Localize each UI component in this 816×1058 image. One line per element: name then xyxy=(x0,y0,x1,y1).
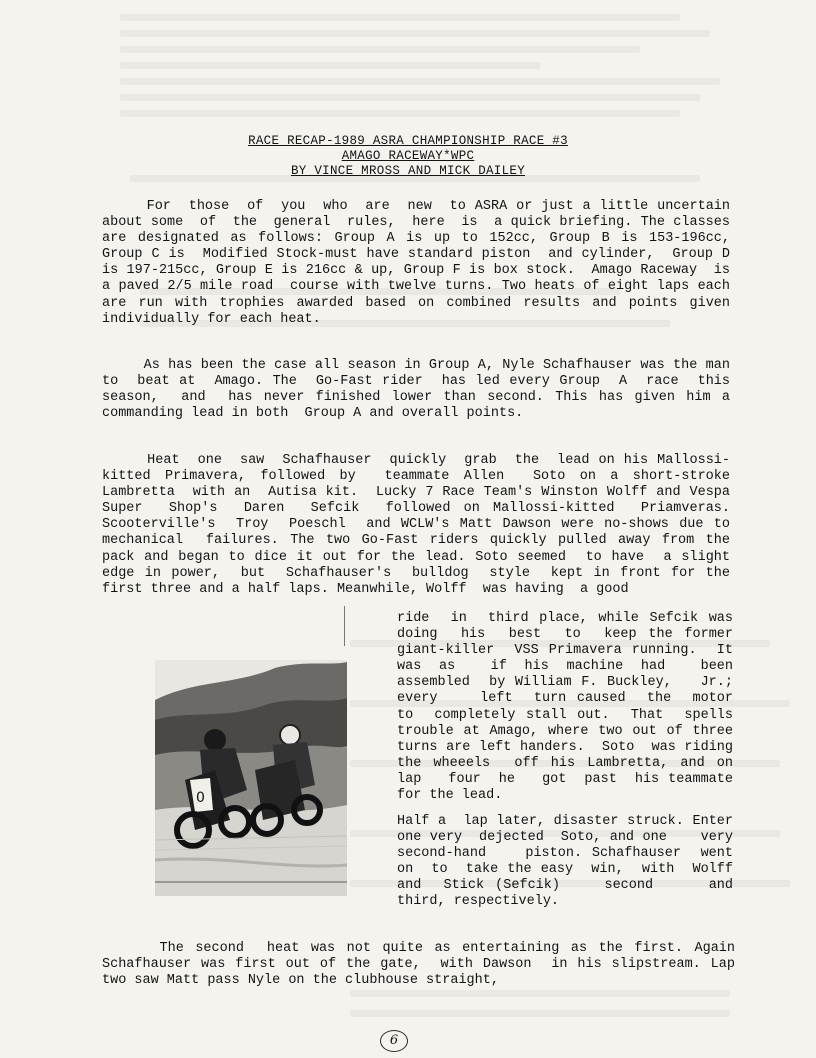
heading-title: RACE RECAP-1989 ASRA CHAMPIONSHIP RACE #3 xyxy=(248,134,568,148)
article-heading xyxy=(0,134,816,179)
paragraph-group-a-intro xyxy=(102,358,747,422)
paragraph-text: ride in third place, while Sefcik was doing his best to keep the former giant-killer VSS Primavera running. It was as if his machine had been assembled by William F. Buckley, Jr.; every left turn caused the motor to completely stall out. That spells trouble at Amago, where two out of three turns are left handers. Soto was riding the wheeels off his Lambretta, and on lap four he got past his teammate for the lead. xyxy=(397,611,766,804)
race-photo xyxy=(155,660,347,896)
page-number: 6 xyxy=(380,1030,408,1052)
paragraph-text: Heat one saw Schafhauser quickly grab the lead on his Mallossi-kitted Primavera, followed by teammate Allen Soto on a short-stroke Lambretta with an Autisa kit. Lucky 7 Race Team's Winston Wolff and Vespa Super Shop's Daren Sefcik followed on Mallossi-kitted Priamveras. Scooterville's Troy Poeschl and WCLW's Matt Dawson were no-shows due to mechanical failures. The two Go-Fast riders quickly pulled away from the pack and began to dice it out for the lead. Soto seemed to have a slight edge in power, but Schafhauser's bulldog style kept in front for the first three and a half laps. Meanwhile, Wolff was having a good xyxy=(102,453,755,597)
heading-venue: AMAGO RACEWAY*WPC xyxy=(341,149,475,163)
paragraph-heat-one xyxy=(102,453,755,598)
paragraph-text: For those of you who are new to ASRA or just a little uncertain about some of the general rules, here is a quick briefing. The classes are designated as follows: Group A is up to 152cc, Group B is 153-196cc, Group C is Modified Stock-must have standard piston and cylinder, Group D is 197-215cc, Group E is 216cc & up, Group F is box stock. Amago Raceway is a paved 2/5 mile road course with twelve turns. Two heats of eight laps each are run with trophies awarded based on combined results and points given individually for each heat. xyxy=(102,199,747,327)
svg-text:0: 0 xyxy=(196,790,205,806)
paragraph-text: The second heat was not quite as entertaining as the first. Again Schafhauser was first out of the gate, with Dawson in his slipstream. Lap two saw Matt pass Nyle on the clubhouse straight, xyxy=(102,941,744,989)
paragraph-disaster xyxy=(397,814,774,911)
heading-byline: BY VINCE MROSS AND MICK DAILEY xyxy=(290,164,526,178)
paragraph-heat-two xyxy=(102,941,744,989)
paragraph-text: Half a lap later, disaster struck. Enter one very dejected Soto, and one very second-hand piston. Schafhauser went on to take the easy win, with Wolff and Stick (Sefcik) second and third, respectively. xyxy=(397,814,774,910)
photo-crop-mark xyxy=(344,606,345,646)
scooter-racers-photo-icon xyxy=(155,660,347,896)
paragraph-heat-one-continued xyxy=(397,611,766,804)
paragraph-rules-briefing xyxy=(102,199,747,328)
paragraph-text: As has been the case all season in Group A, Nyle Schafhauser was the man to beat at Amago. The Go-Fast rider has led every Group A race this season, and has never finished lower than second. This has given him a commanding lead in both Group A and overall points. xyxy=(102,358,747,422)
